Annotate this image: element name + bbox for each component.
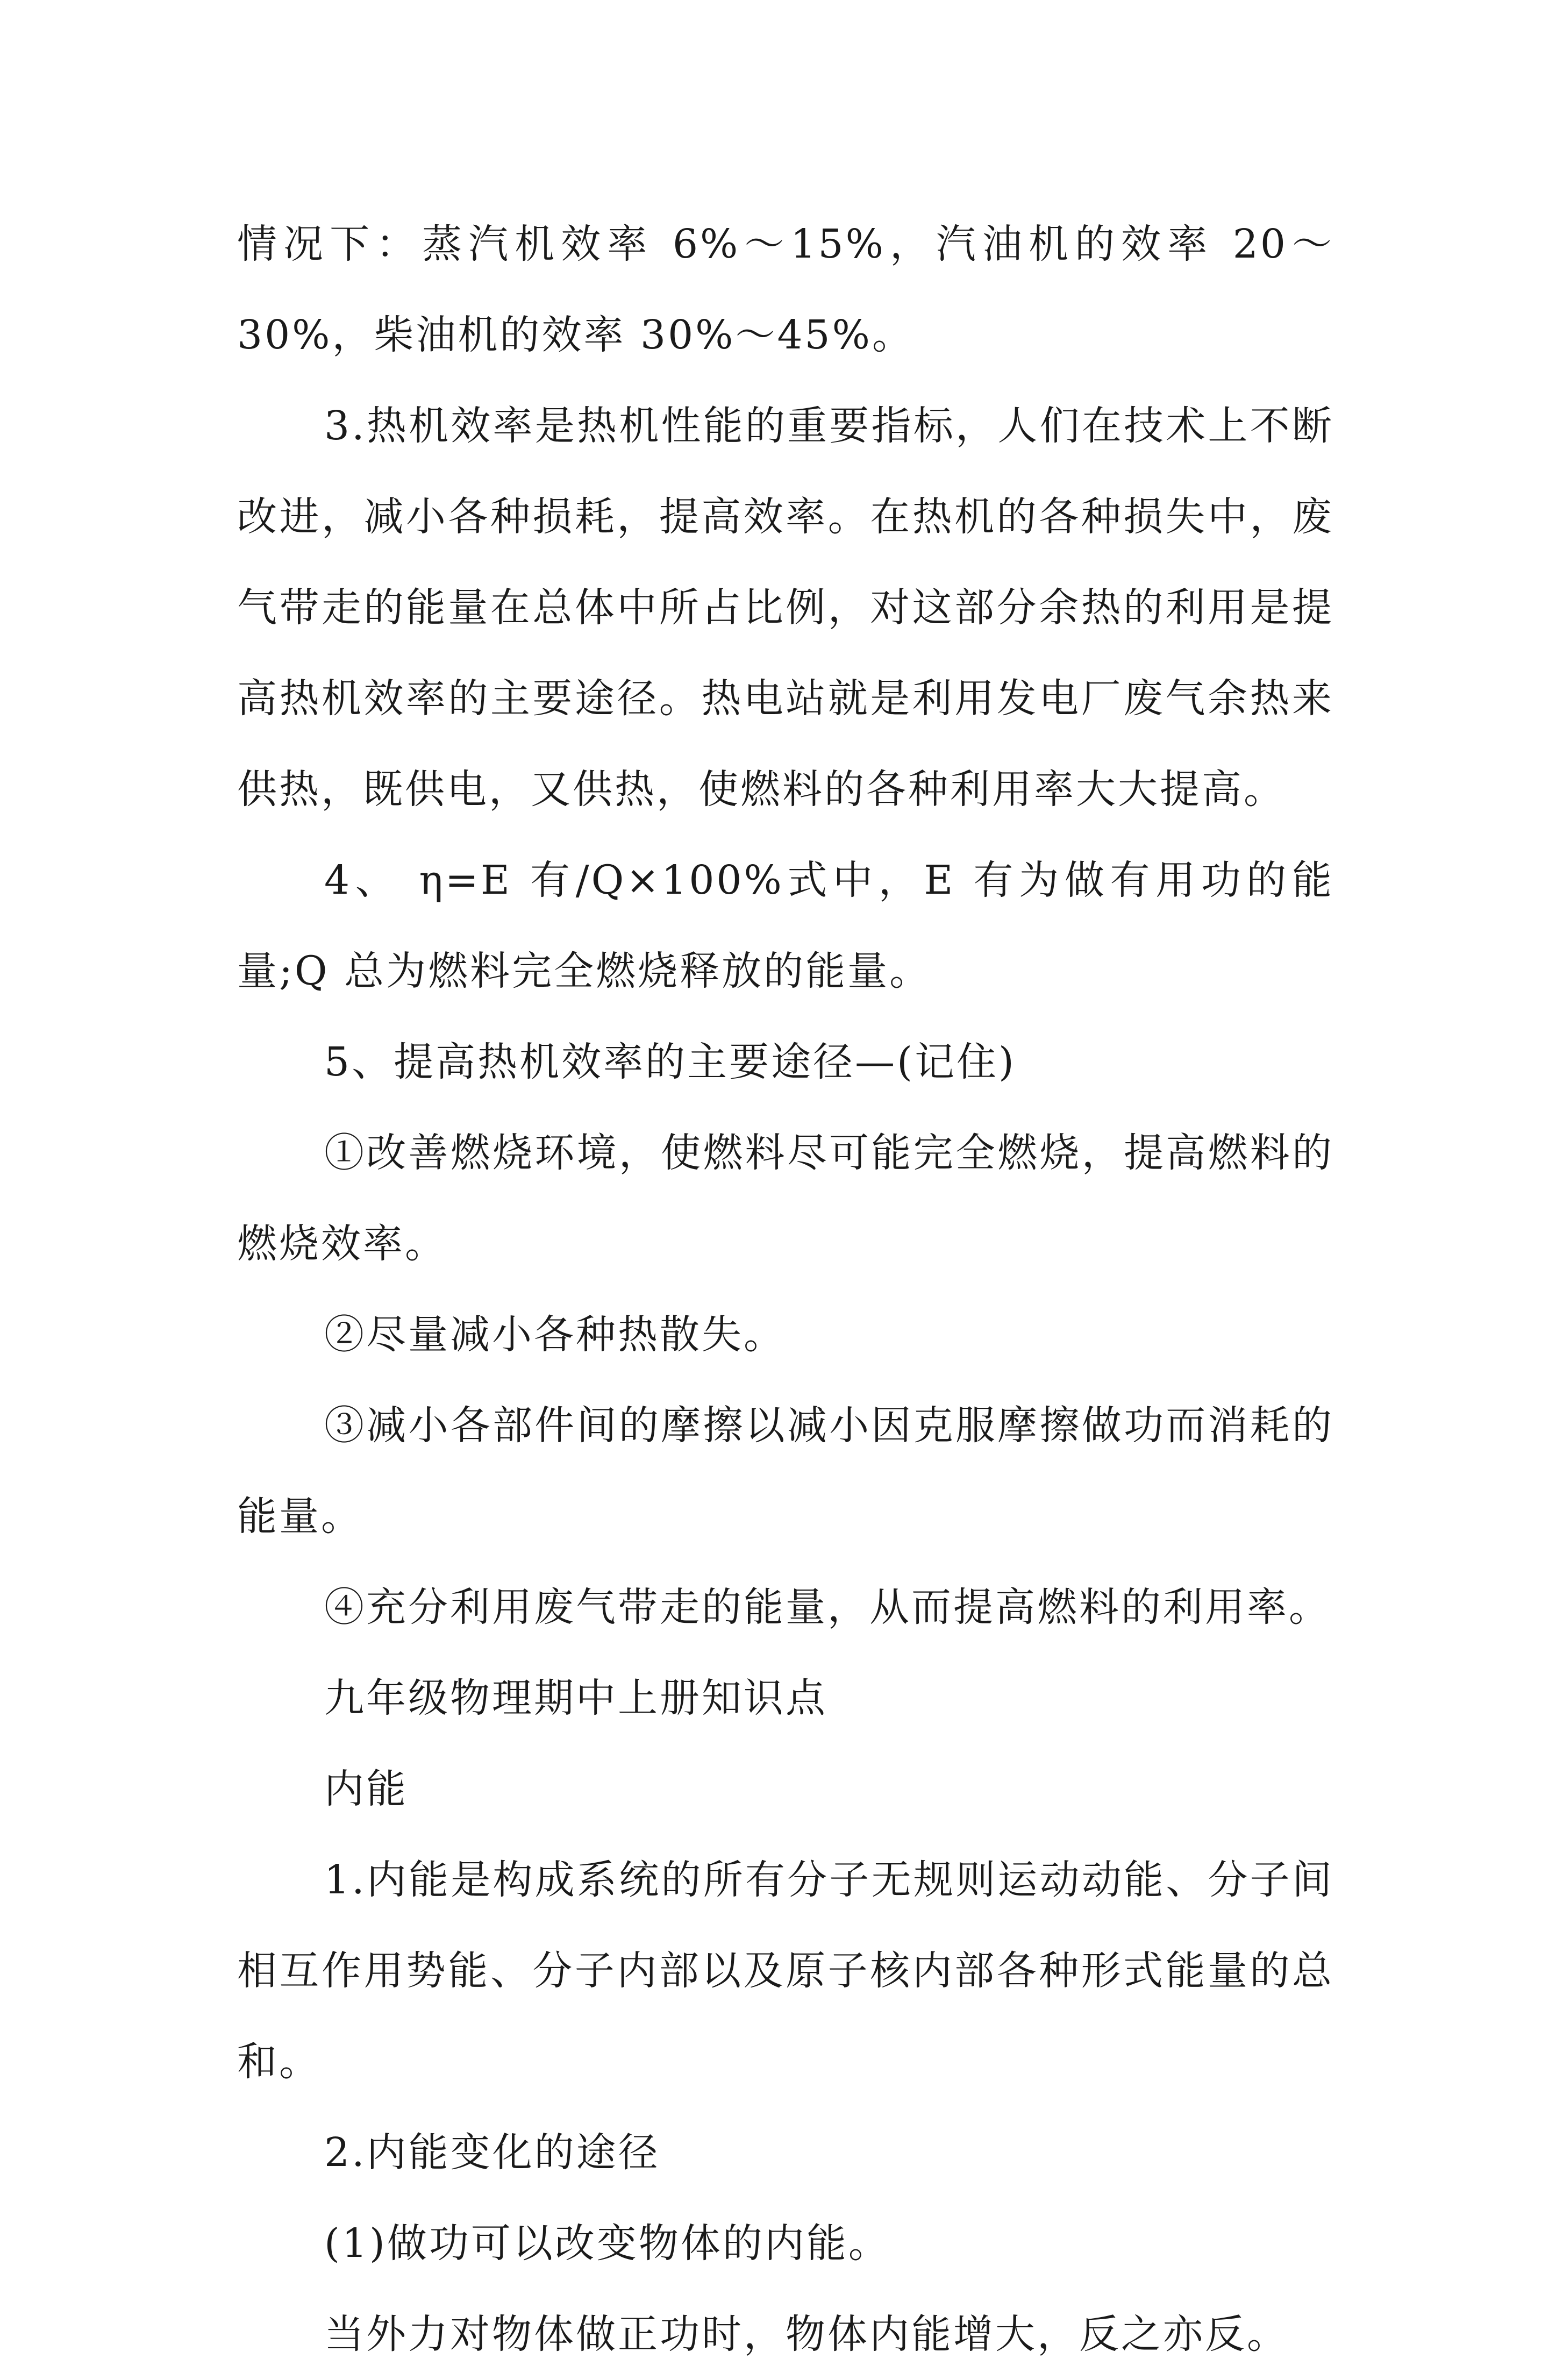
- list-item-reduce-heat-loss: ②尽量减小各种热散失。: [324, 1312, 786, 1358]
- paragraph-efficiency-formula: 4、 η=E 有/Q×100%式中，E 有为做有用功的能量;Q 总为燃料完全燃烧释放的能量。: [237, 857, 1334, 994]
- list-item-reduce-friction: ③减小各部件间的摩擦以减小因克服摩擦做功而消耗的能量。: [237, 1402, 1334, 1540]
- list-item-use-exhaust-energy: ④充分利用废气带走的能量，从而提高燃料的利用率。: [324, 1584, 1331, 1630]
- paragraph-positive-work-effect: 当外力对物体做正功时，物体内能增大，反之亦反。: [324, 2311, 1289, 2357]
- section-title-knowledge-points: 九年级物理期中上册知识点: [324, 1675, 827, 1721]
- paragraph-engine-efficiency-ranges: 情况下：蒸汽机效率 6%～15%，汽油机的效率 20～30%，柴油机的效率 30%～45%。: [237, 221, 1334, 358]
- section-title-internal-energy: 内能: [324, 1766, 408, 1812]
- paragraph-heat-engine-efficiency-index: 3.热机效率是热机性能的重要指标，人们在技术上不断改进，减小各种损耗，提高效率。在热机的各种损失中，废气带走的能量在总体中所占比例，对这部分余热的利用是提高热机效率的主要途径。热电站就是利用发电厂废气余热来供热，既供电，又供热，使燃料的各种利用率大大提高。: [237, 403, 1334, 813]
- list-item-improve-combustion: ①改善燃烧环境，使燃料尽可能完全燃烧，提高燃料的燃烧效率。: [237, 1130, 1334, 1267]
- document-body: [237, 199, 1334, 2380]
- paragraph-internal-energy-change-ways: 2.内能变化的途径: [324, 2129, 660, 2176]
- paragraph-work-changes-internal-energy: (1)做功可以改变物体的内能。: [324, 2220, 890, 2267]
- paragraph-main-ways-heading: 5、提高热机效率的主要途径—(记住): [324, 1039, 1016, 1085]
- paragraph-internal-energy-definition: 1.内能是构成系统的所有分子无规则运动动能、分子间相互作用势能、分子内部以及原子核内部各种形式能量的总和。: [237, 1857, 1334, 2085]
